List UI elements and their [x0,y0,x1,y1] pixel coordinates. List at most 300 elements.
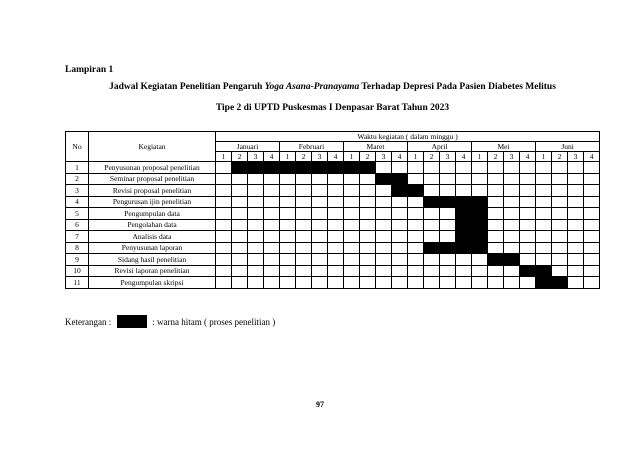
activity-number: 9 [66,254,89,266]
gantt-empty-cell [248,242,264,254]
gantt-empty-cell [280,196,296,208]
gantt-empty-cell [296,231,312,243]
activity-number: 7 [66,231,89,243]
activity-row [66,162,600,174]
gantt-empty-cell [376,219,392,231]
gantt-empty-cell [552,219,568,231]
gantt-empty-cell [216,173,232,185]
week-number-header: 3 [568,152,584,162]
gantt-empty-cell [392,265,408,277]
gantt-empty-cell [584,254,600,266]
gantt-empty-cell [328,219,344,231]
gantt-empty-cell [296,173,312,185]
gantt-empty-cell [264,277,280,289]
gantt-empty-cell [376,242,392,254]
gantt-filled-cell [456,219,472,231]
gantt-filled-cell [392,173,408,185]
gantt-filled-cell [536,265,552,277]
gantt-empty-cell [456,265,472,277]
gantt-filled-cell [328,162,344,174]
gantt-empty-cell [232,196,248,208]
gantt-empty-cell [216,231,232,243]
gantt-empty-cell [376,208,392,220]
legend-description: : warna hitam ( proses penelitian ) [152,316,276,327]
research-schedule-table [65,131,600,289]
gantt-empty-cell [232,208,248,220]
gantt-empty-cell [568,162,584,174]
gantt-empty-cell [264,208,280,220]
gantt-empty-cell [312,277,328,289]
gantt-empty-cell [536,231,552,243]
gantt-empty-cell [408,254,424,266]
week-number-header: 2 [488,152,504,162]
gantt-empty-cell [232,265,248,277]
gantt-filled-cell [472,208,488,220]
gantt-filled-cell [440,196,456,208]
gantt-filled-cell [456,196,472,208]
gantt-empty-cell [488,162,504,174]
activity-number: 2 [66,173,89,185]
gantt-empty-cell [280,254,296,266]
gantt-empty-cell [568,277,584,289]
gantt-empty-cell [488,277,504,289]
gantt-empty-cell [328,254,344,266]
gantt-empty-cell [584,231,600,243]
gantt-empty-cell [520,208,536,220]
gantt-empty-cell [520,162,536,174]
gantt-empty-cell [216,219,232,231]
activity-name: Pengolahan data [89,219,216,231]
gantt-empty-cell [360,219,376,231]
gantt-empty-cell [296,196,312,208]
week-number-header: 3 [440,152,456,162]
gantt-empty-cell [376,162,392,174]
gantt-filled-cell [424,242,440,254]
activity-name: Pengumpulan skripsi [89,277,216,289]
gantt-empty-cell [344,277,360,289]
activity-row [66,208,600,220]
gantt-empty-cell [232,231,248,243]
gantt-empty-cell [568,185,584,197]
gantt-filled-cell [232,162,248,174]
gantt-empty-cell [360,196,376,208]
gantt-empty-cell [568,254,584,266]
gantt-empty-cell [408,173,424,185]
gantt-empty-cell [552,254,568,266]
activity-name: Revisi laporan penelitian [89,265,216,277]
gantt-empty-cell [584,208,600,220]
gantt-empty-cell [584,242,600,254]
gantt-empty-cell [408,208,424,220]
gantt-empty-cell [456,185,472,197]
gantt-empty-cell [216,196,232,208]
gantt-empty-cell [344,196,360,208]
gantt-empty-cell [536,254,552,266]
gantt-empty-cell [520,173,536,185]
gantt-empty-cell [312,265,328,277]
page-number: 97 [316,400,324,409]
gantt-empty-cell [296,242,312,254]
gantt-empty-cell [248,254,264,266]
week-number-header: 1 [280,152,296,162]
gantt-empty-cell [568,265,584,277]
gantt-empty-cell [440,265,456,277]
gantt-empty-cell [296,185,312,197]
gantt-empty-cell [472,185,488,197]
gantt-empty-cell [472,265,488,277]
gantt-empty-cell [424,162,440,174]
week-number-header: 4 [264,152,280,162]
gantt-empty-cell [216,185,232,197]
legend [65,315,275,328]
gantt-empty-cell [248,231,264,243]
gantt-empty-cell [552,208,568,220]
gantt-empty-cell [232,254,248,266]
month-header: Januari [216,142,280,152]
legend-black-swatch [117,315,147,328]
gantt-empty-cell [408,242,424,254]
waktu-kegiatan-header: Waktu kegiatan ( dalam minggu ) [216,132,600,142]
gantt-empty-cell [504,242,520,254]
gantt-filled-cell [456,242,472,254]
gantt-filled-cell [536,277,552,289]
gantt-empty-cell [264,219,280,231]
gantt-empty-cell [552,265,568,277]
week-number-header: 2 [232,152,248,162]
gantt-empty-cell [392,277,408,289]
gantt-empty-cell [312,208,328,220]
week-number-header: 2 [360,152,376,162]
gantt-empty-cell [472,254,488,266]
activity-name: Sidang hasil penelitian [89,254,216,266]
gantt-empty-cell [264,231,280,243]
gantt-empty-cell [392,254,408,266]
gantt-empty-cell [472,162,488,174]
gantt-empty-cell [344,242,360,254]
gantt-empty-cell [312,196,328,208]
week-number-header: 2 [296,152,312,162]
gantt-empty-cell [440,208,456,220]
activity-number: 4 [66,196,89,208]
gantt-empty-cell [424,185,440,197]
gantt-filled-cell [248,162,264,174]
gantt-empty-cell [232,242,248,254]
gantt-empty-cell [424,254,440,266]
table-header-row-waktu [66,132,600,142]
gantt-empty-cell [264,185,280,197]
week-number-header: 1 [408,152,424,162]
gantt-empty-cell [504,277,520,289]
week-number-header: 3 [312,152,328,162]
gantt-empty-cell [360,185,376,197]
month-header: Mei [472,142,536,152]
gantt-empty-cell [248,277,264,289]
activity-name: Pengumpulan data [89,208,216,220]
gantt-empty-cell [296,277,312,289]
gantt-empty-cell [232,219,248,231]
gantt-empty-cell [536,162,552,174]
gantt-empty-cell [280,219,296,231]
gantt-empty-cell [392,162,408,174]
activity-number: 5 [66,208,89,220]
gantt-empty-cell [584,173,600,185]
week-number-header: 3 [248,152,264,162]
gantt-empty-cell [376,231,392,243]
gantt-empty-cell [232,173,248,185]
gantt-empty-cell [456,162,472,174]
gantt-empty-cell [440,185,456,197]
gantt-empty-cell [280,242,296,254]
gantt-empty-cell [344,208,360,220]
gantt-empty-cell [360,231,376,243]
gantt-empty-cell [584,162,600,174]
activity-row [66,185,600,197]
activity-row [66,196,600,208]
gantt-filled-cell [296,162,312,174]
activity-name: Analisis data [89,231,216,243]
gantt-empty-cell [264,196,280,208]
title-text-post: Terhadap Depresi Pada Pasien Diabetes Melitus [359,82,556,92]
gantt-empty-cell [344,173,360,185]
gantt-empty-cell [216,254,232,266]
gantt-empty-cell [584,196,600,208]
document-title-line1 [40,82,625,92]
gantt-empty-cell [392,208,408,220]
gantt-empty-cell [392,219,408,231]
gantt-empty-cell [312,254,328,266]
gantt-empty-cell [216,242,232,254]
gantt-empty-cell [328,265,344,277]
appendix-label: Lampiran 1 [65,65,114,75]
gantt-empty-cell [488,196,504,208]
gantt-empty-cell [344,254,360,266]
gantt-empty-cell [536,208,552,220]
activity-row [66,242,600,254]
activity-row [66,277,600,289]
gantt-empty-cell [520,277,536,289]
month-header: Maret [344,142,408,152]
gantt-empty-cell [488,219,504,231]
gantt-filled-cell [520,265,536,277]
activity-name: Seminar proposal penelitian [89,173,216,185]
activity-row [66,231,600,243]
week-number-header: 4 [328,152,344,162]
gantt-empty-cell [296,208,312,220]
gantt-empty-cell [424,208,440,220]
gantt-empty-cell [376,185,392,197]
gantt-empty-cell [328,196,344,208]
gantt-empty-cell [312,219,328,231]
week-number-header: 4 [456,152,472,162]
gantt-empty-cell [344,231,360,243]
activity-number: 1 [66,162,89,174]
gantt-empty-cell [520,242,536,254]
kegiatan-column-header: Kegiatan [89,132,216,162]
gantt-empty-cell [360,254,376,266]
gantt-empty-cell [264,265,280,277]
gantt-empty-cell [488,242,504,254]
activity-number: 11 [66,277,89,289]
month-header: Februari [280,142,344,152]
gantt-empty-cell [536,242,552,254]
gantt-empty-cell [504,208,520,220]
gantt-filled-cell [424,196,440,208]
gantt-empty-cell [328,277,344,289]
gantt-empty-cell [248,196,264,208]
gantt-empty-cell [408,277,424,289]
gantt-filled-cell [280,162,296,174]
gantt-empty-cell [536,219,552,231]
gantt-empty-cell [472,277,488,289]
gantt-empty-cell [424,265,440,277]
activity-name: Revisi proposal penelitian [89,185,216,197]
activity-number: 3 [66,185,89,197]
gantt-empty-cell [504,231,520,243]
legend-label: Keterangan : [65,316,112,327]
gantt-empty-cell [312,231,328,243]
gantt-empty-cell [568,242,584,254]
gantt-empty-cell [504,196,520,208]
gantt-empty-cell [440,219,456,231]
gantt-empty-cell [568,231,584,243]
month-header: April [408,142,472,152]
gantt-filled-cell [312,162,328,174]
gantt-empty-cell [584,265,600,277]
gantt-filled-cell [472,196,488,208]
gantt-empty-cell [328,208,344,220]
title-text-pre: Jadwal Kegiatan Penelitian Pengaruh [109,82,265,92]
gantt-empty-cell [520,219,536,231]
document-title-line2: Tipe 2 di UPTD Puskesmas I Denpasar Barat Tahun 2023 [215,103,450,113]
gantt-empty-cell [280,231,296,243]
gantt-empty-cell [568,208,584,220]
gantt-empty-cell [408,162,424,174]
gantt-empty-cell [440,173,456,185]
gantt-empty-cell [296,219,312,231]
gantt-empty-cell [280,265,296,277]
gantt-empty-cell [376,265,392,277]
gantt-empty-cell [408,196,424,208]
gantt-empty-cell [280,277,296,289]
gantt-empty-cell [520,196,536,208]
gantt-empty-cell [344,265,360,277]
activity-row [66,219,600,231]
gantt-filled-cell [264,162,280,174]
gantt-empty-cell [328,173,344,185]
gantt-empty-cell [264,242,280,254]
week-number-header: 1 [536,152,552,162]
gantt-empty-cell [504,162,520,174]
week-number-header: 4 [392,152,408,162]
gantt-empty-cell [248,219,264,231]
week-number-header: 4 [520,152,536,162]
activity-row [66,265,600,277]
gantt-empty-cell [440,162,456,174]
gantt-empty-cell [504,185,520,197]
gantt-empty-cell [264,173,280,185]
week-number-header: 1 [472,152,488,162]
gantt-empty-cell [296,254,312,266]
gantt-filled-cell [472,242,488,254]
gantt-empty-cell [280,173,296,185]
week-number-header: 3 [504,152,520,162]
gantt-empty-cell [360,277,376,289]
gantt-empty-cell [360,208,376,220]
gantt-empty-cell [424,277,440,289]
gantt-empty-cell [344,185,360,197]
activity-number: 8 [66,242,89,254]
gantt-empty-cell [440,231,456,243]
gantt-empty-cell [520,185,536,197]
gantt-filled-cell [488,254,504,266]
gantt-empty-cell [440,277,456,289]
gantt-filled-cell [456,231,472,243]
week-number-header: 2 [424,152,440,162]
gantt-filled-cell [472,231,488,243]
gantt-empty-cell [312,185,328,197]
gantt-empty-cell [328,185,344,197]
gantt-empty-cell [504,265,520,277]
week-number-header: 2 [552,152,568,162]
gantt-empty-cell [568,219,584,231]
gantt-empty-cell [360,265,376,277]
gantt-empty-cell [232,277,248,289]
gantt-empty-cell [504,173,520,185]
gantt-filled-cell [472,219,488,231]
gantt-empty-cell [216,277,232,289]
month-header: Juni [536,142,600,152]
gantt-empty-cell [568,173,584,185]
gantt-empty-cell [584,185,600,197]
gantt-empty-cell [280,208,296,220]
gantt-empty-cell [248,185,264,197]
gantt-empty-cell [408,265,424,277]
gantt-empty-cell [552,242,568,254]
gantt-empty-cell [536,196,552,208]
week-number-header: 1 [216,152,232,162]
gantt-empty-cell [536,173,552,185]
gantt-empty-cell [488,265,504,277]
gantt-empty-cell [328,242,344,254]
gantt-empty-cell [376,254,392,266]
gantt-empty-cell [456,173,472,185]
gantt-empty-cell [376,277,392,289]
gantt-empty-cell [248,208,264,220]
gantt-empty-cell [552,185,568,197]
gantt-empty-cell [312,242,328,254]
gantt-empty-cell [424,219,440,231]
gantt-empty-cell [488,231,504,243]
activity-number: 10 [66,265,89,277]
gantt-empty-cell [360,173,376,185]
activity-row [66,173,600,185]
gantt-filled-cell [456,208,472,220]
gantt-empty-cell [568,196,584,208]
gantt-empty-cell [552,231,568,243]
gantt-filled-cell [408,185,424,197]
gantt-empty-cell [440,254,456,266]
gantt-empty-cell [392,231,408,243]
gantt-empty-cell [296,265,312,277]
gantt-empty-cell [456,254,472,266]
gantt-empty-cell [392,242,408,254]
gantt-empty-cell [536,185,552,197]
week-number-header: 3 [376,152,392,162]
gantt-empty-cell [232,185,248,197]
gantt-empty-cell [264,254,280,266]
activity-number: 6 [66,219,89,231]
gantt-filled-cell [360,162,376,174]
